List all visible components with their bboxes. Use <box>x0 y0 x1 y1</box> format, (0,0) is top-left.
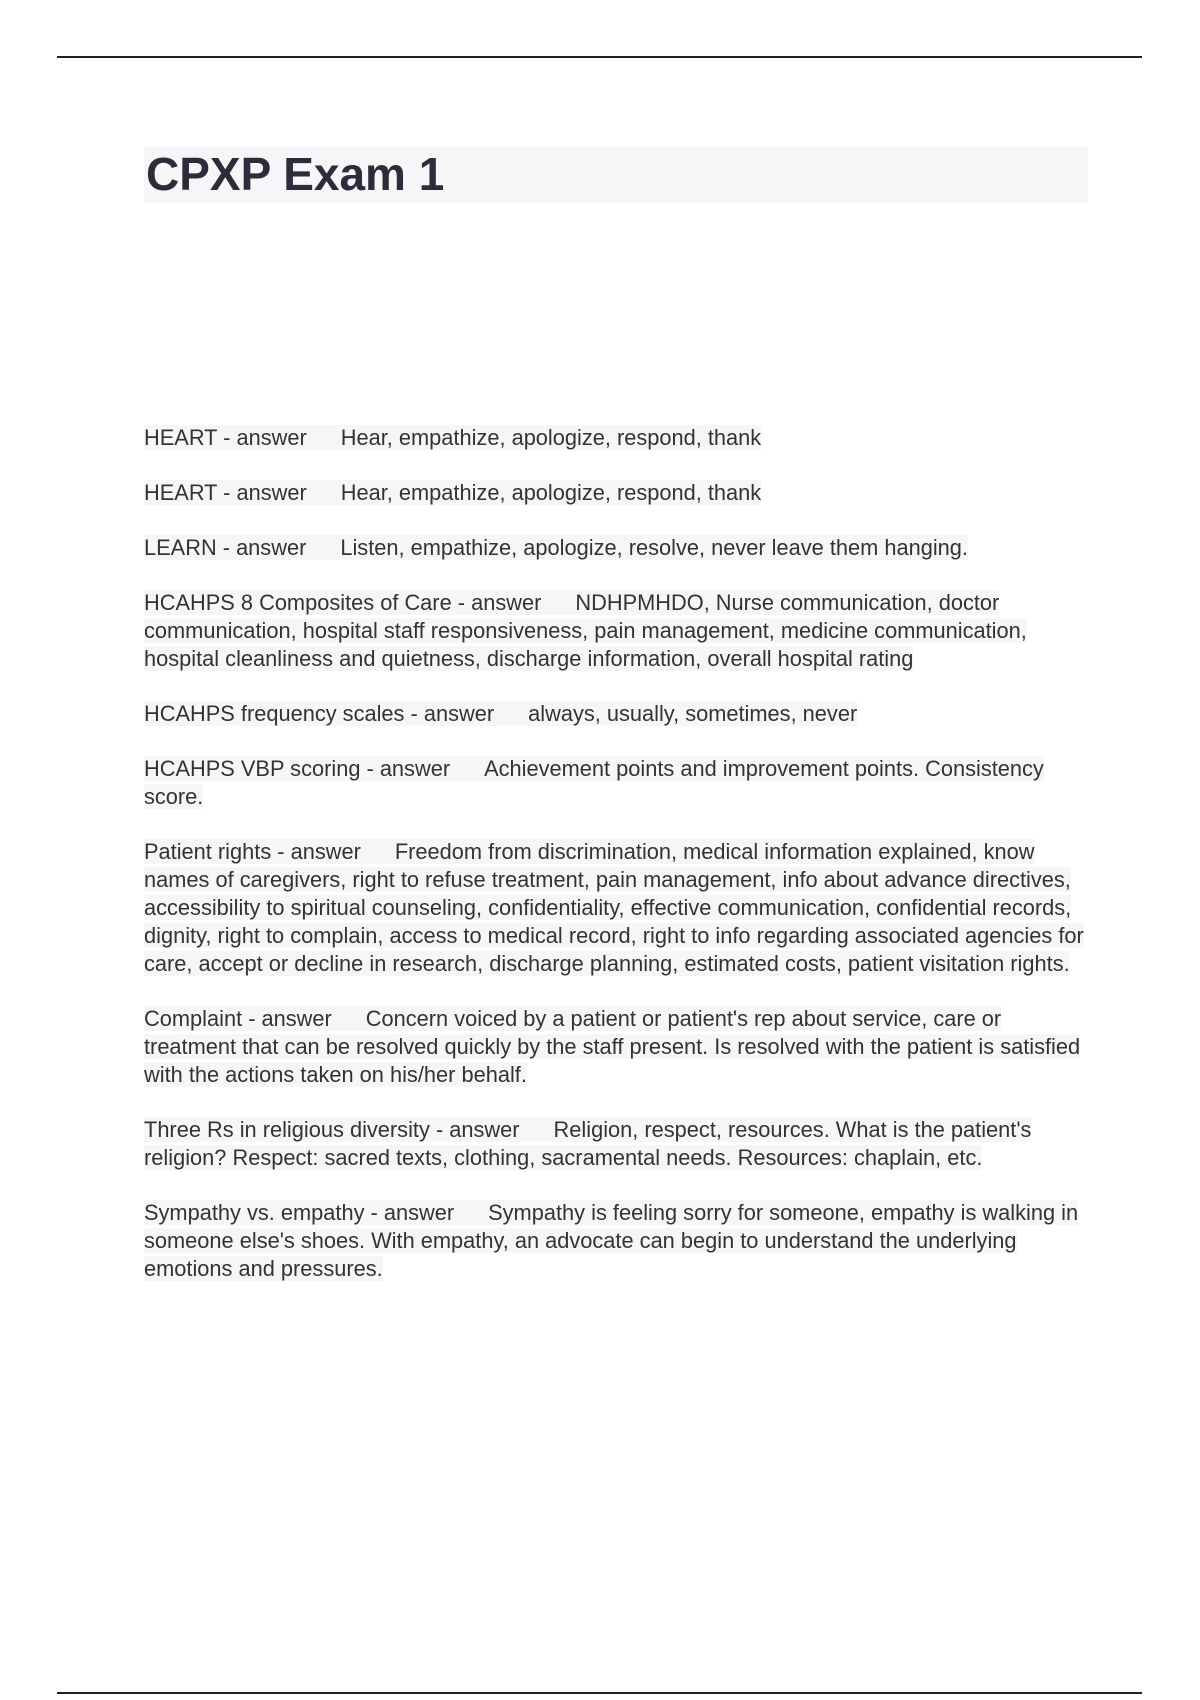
page-title: CPXP Exam 1 <box>146 148 445 200</box>
qa-answer-label: answer <box>261 1006 332 1031</box>
qa-answer-label: answer <box>383 1200 455 1225</box>
bottom-divider <box>57 1692 1142 1694</box>
qa-term: Complaint <box>144 1006 243 1031</box>
qa-answer-label: answer <box>423 701 495 726</box>
qa-term: Patient rights <box>144 839 272 864</box>
qa-answer-label: answer <box>290 839 361 864</box>
qa-term: Three Rs in religious diversity <box>144 1117 430 1142</box>
qa-term: HEART <box>144 425 218 450</box>
qa-term: HCAHPS VBP scoring <box>144 756 361 781</box>
qa-item: HCAHPS frequency scales - answer always, usually, sometimes, never <box>144 701 858 726</box>
qa-answer: Sympathy is feeling sorry for someone, empathy is walking in someone else's shoes. With empathy, an advocate can begin to understand the underlying emotions and pressures. <box>144 1200 1079 1281</box>
qa-answer-label: answer <box>236 480 307 505</box>
qa-answer: Freedom from discrimination, medical information explained, know names of caregivers, right to refuse treatment, pain management, info about advance directives, accessibility to spiritual counseling, confidentiality, effective communication, confidential records, dignity, right to complain, access to medical record, right to info regarding associated agencies for care, accept or decline in research, discharge planning, estimated costs, patient visitation rights. <box>144 839 1084 976</box>
qa-answer-label: answer <box>379 756 451 781</box>
qa-item: HCAHPS VBP scoring - answer Achievement points and improvement points. Consistency score. <box>144 756 1044 809</box>
top-divider <box>57 56 1142 58</box>
qa-answer-label: answer <box>471 590 542 615</box>
qa-answer: Religion, respect, resources. What is the patient's religion? Respect: sacred texts, clothing, sacramental needs. Resources: chaplain, etc. <box>144 1117 1032 1170</box>
qa-item: Sympathy vs. empathy - answer Sympathy is feeling sorry for someone, empathy is walking in someone else's shoes. With empathy, an advocate can begin to understand the underlying emotions and pressures. <box>144 1200 1079 1281</box>
qa-answer: Hear, empathize, apologize, respond, thank <box>340 425 762 450</box>
qa-term: LEARN <box>144 535 217 560</box>
qa-answer-label: answer <box>236 535 307 560</box>
qa-answer: Achievement points and improvement points. Consistency score. <box>144 756 1044 809</box>
qa-item: HEART - answer Hear, empathize, apologize, respond, thank <box>144 480 762 505</box>
qa-answer: NDHPMHDO, Nurse communication, doctor communication, hospital staff responsiveness, pain management, medicine communication, hospital cleanliness and quietness, discharge information, overall hospital rating <box>144 590 1027 671</box>
qa-term: HCAHPS frequency scales <box>144 701 405 726</box>
qa-answer: Listen, empathize, apologize, resolve, never leave them hanging. <box>340 535 968 560</box>
title-block <box>144 146 1088 203</box>
qa-answer: Concern voiced by a patient or patient's rep about service, care or treatment that can be resolved quickly by the staff present. Is resolved with the patient is satisfied with the actions taken on his/her behalf. <box>144 1006 1081 1087</box>
qa-item: HCAHPS 8 Composites of Care - answer NDHPMHDO, Nurse communication, doctor communication, hospital staff responsiveness, pain management, medicine communication, hospital cleanliness and quietness, discharge information, overall hospital rating <box>144 590 1027 671</box>
qa-item: Patient rights - answer Freedom from discrimination, medical information explained, know names of caregivers, right to refuse treatment, pain management, info about advance directives, accessibility to spiritual counseling, confidentiality, effective communication, confidential records, dignity, right to complain, access to medical record, right to info regarding associated agencies for care, accept or decline in research, discharge planning, estimated costs, patient visitation rights. <box>144 839 1084 976</box>
qa-list <box>144 424 1084 1310</box>
qa-item: HEART - answer Hear, empathize, apologize, respond, thank <box>144 425 762 450</box>
qa-answer: always, usually, sometimes, never <box>528 701 858 726</box>
qa-answer: Hear, empathize, apologize, respond, thank <box>340 480 762 505</box>
qa-term: HEART <box>144 480 218 505</box>
qa-term: Sympathy vs. empathy <box>144 1200 365 1225</box>
qa-item: Complaint - answer Concern voiced by a patient or patient's rep about service, care or treatment that can be resolved quickly by the staff present. Is resolved with the patient is satisfied with the actions taken on his/her behalf. <box>144 1006 1081 1087</box>
qa-answer-label: answer <box>236 425 307 450</box>
qa-item: Three Rs in religious diversity - answer Religion, respect, resources. What is the patient's religion? Respect: sacred texts, clothing, sacramental needs. Resources: chaplain, etc. <box>144 1117 1032 1170</box>
qa-answer-label: answer <box>449 1117 520 1142</box>
qa-term: HCAHPS 8 Composites of Care <box>144 590 452 615</box>
qa-item: LEARN - answer Listen, empathize, apologize, resolve, never leave them hanging. <box>144 535 968 560</box>
